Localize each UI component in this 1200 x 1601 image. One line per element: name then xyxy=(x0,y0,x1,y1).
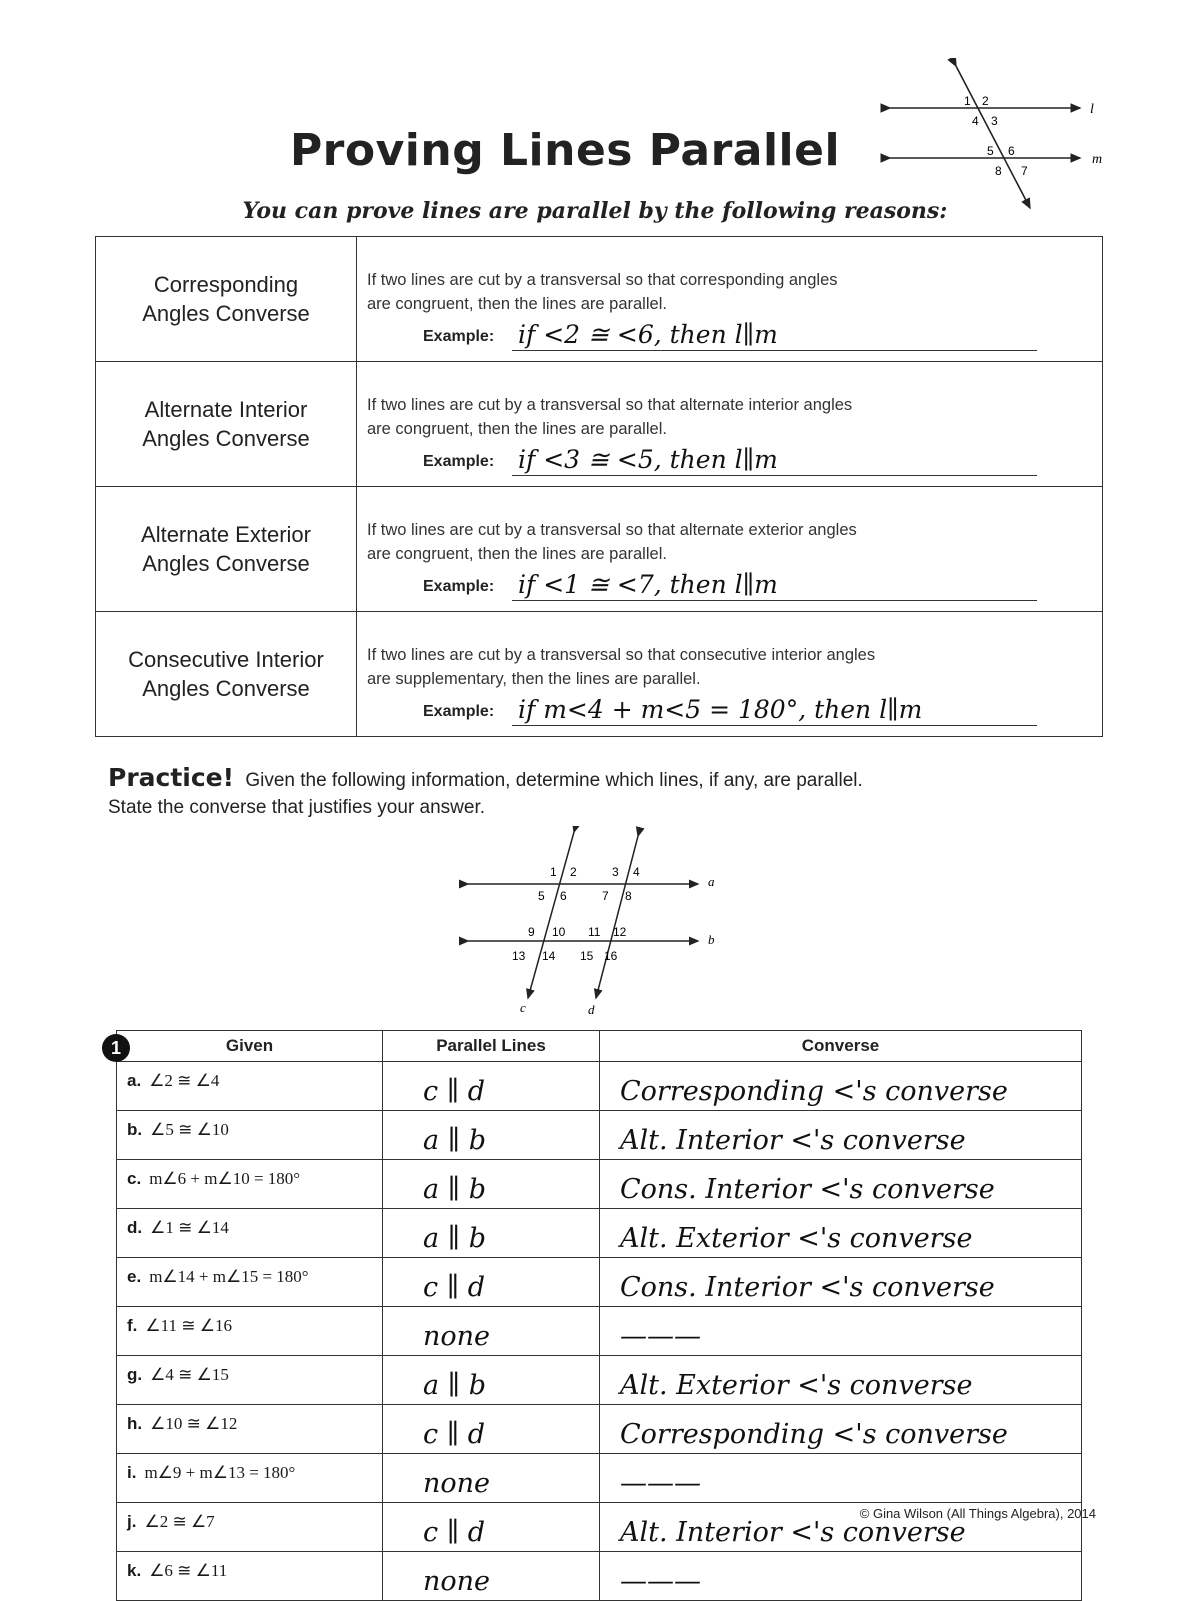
row-letter: i. xyxy=(127,1463,137,1482)
angle-label: 8 xyxy=(995,164,1002,178)
table-row xyxy=(117,1405,1082,1454)
converse-answer: Alt. Exterior <'s converse xyxy=(600,1209,1082,1258)
angle-label: 11 xyxy=(588,925,601,939)
given-cell xyxy=(117,1503,383,1552)
given-statement: ∠4 ≅ ∠15 xyxy=(150,1365,229,1384)
line-label-b: b xyxy=(708,932,715,947)
converse-answer: Cons. Interior <'s converse xyxy=(600,1160,1082,1209)
angle-label: 5 xyxy=(538,889,545,903)
row-letter: b. xyxy=(127,1120,143,1139)
given-statement: m∠6 + m∠10 = 180° xyxy=(149,1169,301,1188)
converse-name: Corresponding Angles Converse xyxy=(96,237,357,362)
angle-label: 5 xyxy=(987,144,994,158)
parallel-lines-answer: a ∥ b xyxy=(383,1160,600,1209)
parallel-lines-answer: none xyxy=(383,1454,600,1503)
parallel-lines-answer: a ∥ b xyxy=(383,1356,600,1405)
converse-name: Alternate Interior Angles Converse xyxy=(96,362,357,487)
row-letter: c. xyxy=(127,1169,142,1188)
given-cell xyxy=(117,1258,383,1307)
given-statement: ∠6 ≅ ∠11 xyxy=(149,1561,228,1580)
given-header: Given xyxy=(117,1031,383,1062)
angle-label: 13 xyxy=(512,949,526,963)
given-cell xyxy=(117,1552,383,1601)
problem-number-badge: 1 xyxy=(102,1034,130,1062)
converse-description: If two lines are cut by a transversal so that alternate interior angles are congruent, then the lines are parallel. Example: if <3 ≅ <5, then l∥m xyxy=(357,362,1103,487)
table-row xyxy=(117,1062,1082,1111)
line-label-c: c xyxy=(520,1000,526,1015)
given-statement: ∠5 ≅ ∠10 xyxy=(150,1120,229,1139)
practice-heading: Practice! xyxy=(108,763,235,792)
parallel-lines-answer: c ∥ d xyxy=(383,1405,600,1454)
converse-description: If two lines are cut by a transversal so that corresponding angles are congruent, then the lines are parallel. Example: if <2 ≅ <6, then l∥m xyxy=(357,237,1103,362)
table-row xyxy=(117,1258,1082,1307)
example-answer: if <1 ≅ <7, then l∥m xyxy=(512,570,1037,601)
row-letter: a. xyxy=(127,1071,142,1090)
parallel-lines-header: Parallel Lines xyxy=(383,1031,600,1062)
angle-label: 8 xyxy=(625,889,632,903)
line-label-d: d xyxy=(588,1002,595,1017)
row-letter: f. xyxy=(127,1316,138,1335)
table-row xyxy=(117,1209,1082,1258)
table-row xyxy=(117,1552,1082,1601)
example-label: Example: xyxy=(423,328,495,345)
angle-label: 4 xyxy=(633,865,640,879)
angle-label: 16 xyxy=(604,949,618,963)
given-cell xyxy=(117,1307,383,1356)
converse-name: Alternate Exterior Angles Converse xyxy=(96,487,357,612)
table-row xyxy=(117,1160,1082,1209)
given-statement: ∠1 ≅ ∠14 xyxy=(150,1218,229,1237)
parallel-lines-answer: a ∥ b xyxy=(383,1111,600,1160)
given-cell xyxy=(117,1454,383,1503)
angle-label: 3 xyxy=(612,865,619,879)
converse-row xyxy=(96,487,1103,612)
given-cell xyxy=(117,1062,383,1111)
converse-answer: ——— xyxy=(600,1552,1082,1601)
row-letter: e. xyxy=(127,1267,142,1286)
example-answer: if m<4 + m<5 = 180°, then l∥m xyxy=(512,695,1037,726)
given-statement: ∠10 ≅ ∠12 xyxy=(150,1414,238,1433)
parallel-lines-answer: c ∥ d xyxy=(383,1503,600,1552)
angle-label: 9 xyxy=(528,925,535,939)
converse-answer: Cons. Interior <'s converse xyxy=(600,1258,1082,1307)
converse-header: Converse xyxy=(600,1031,1082,1062)
given-statement: ∠2 ≅ ∠4 xyxy=(149,1071,220,1090)
angle-label: 2 xyxy=(982,94,989,108)
angle-label: 4 xyxy=(972,114,979,128)
angle-label: 14 xyxy=(542,949,556,963)
practice-instructions-line1: Given the following information, determine which lines, if any, are parallel. xyxy=(245,770,863,791)
row-letter: g. xyxy=(127,1365,143,1384)
converse-row xyxy=(96,362,1103,487)
converse-description: If two lines are cut by a transversal so that alternate exterior angles are congruent, then the lines are parallel. Example: if <1 ≅ <7, then l∥m xyxy=(357,487,1103,612)
parallel-lines-answer: none xyxy=(383,1552,600,1601)
table-row xyxy=(117,1307,1082,1356)
angle-label: 1 xyxy=(550,865,557,879)
angle-label: 10 xyxy=(552,925,566,939)
transversal xyxy=(956,66,1030,208)
line-label-m: m xyxy=(1092,152,1103,167)
given-cell xyxy=(117,1111,383,1160)
angle-label: 7 xyxy=(1021,164,1028,178)
angle-label: 12 xyxy=(613,925,627,939)
page-title: Proving Lines Parallel xyxy=(289,125,841,176)
converse-answer: Corresponding <'s converse xyxy=(600,1062,1082,1111)
converse-answer: Corresponding <'s converse xyxy=(600,1405,1082,1454)
given-statement: m∠9 + m∠13 = 180° xyxy=(144,1463,296,1482)
converse-answer: Alt. Exterior <'s converse xyxy=(600,1356,1082,1405)
converse-name: Consecutive Interior Angles Converse xyxy=(96,612,357,737)
line-c xyxy=(528,832,574,998)
given-cell xyxy=(117,1405,383,1454)
row-letter: h. xyxy=(127,1414,143,1433)
row-letter: j. xyxy=(127,1512,137,1531)
converse-answer: ——— xyxy=(600,1307,1082,1356)
parallel-lines-answer: c ∥ d xyxy=(383,1258,600,1307)
angle-label: 3 xyxy=(991,114,998,128)
angle-label: 2 xyxy=(570,865,577,879)
parallel-lines-answer: c ∥ d xyxy=(383,1062,600,1111)
example-label: Example: xyxy=(423,453,495,470)
converse-answer: Alt. Interior <'s converse xyxy=(600,1111,1082,1160)
line-label-l: l xyxy=(1090,102,1094,117)
example-answer: if <2 ≅ <6, then l∥m xyxy=(512,320,1037,351)
parallel-lines-answer: a ∥ b xyxy=(383,1209,600,1258)
angle-label: 15 xyxy=(580,949,594,963)
angle-label: 6 xyxy=(1008,144,1015,158)
line-label-a: a xyxy=(708,874,715,889)
angle-label: 7 xyxy=(602,889,609,903)
row-letter: k. xyxy=(127,1561,142,1580)
line-d xyxy=(596,836,638,998)
top-parallel-lines-diagram xyxy=(880,58,1110,218)
given-cell xyxy=(117,1356,383,1405)
converse-answer: ——— xyxy=(600,1454,1082,1503)
practice-instructions xyxy=(108,764,1068,821)
angle-label: 6 xyxy=(560,889,567,903)
example-answer: if <3 ≅ <5, then l∥m xyxy=(512,445,1037,476)
parallel-lines-answer: none xyxy=(383,1307,600,1356)
given-statement: ∠11 ≅ ∠16 xyxy=(145,1316,232,1335)
table-row xyxy=(117,1111,1082,1160)
table-header-row xyxy=(117,1031,1082,1062)
converse-answer: Alt. Interior <'s converse xyxy=(600,1503,1082,1552)
given-statement: m∠14 + m∠15 = 180° xyxy=(149,1267,309,1286)
converses-table xyxy=(95,236,1103,737)
row-letter: d. xyxy=(127,1218,143,1237)
table-row xyxy=(117,1454,1082,1503)
page-subtitle: You can prove lines are parallel by the following reasons: xyxy=(242,198,948,224)
example-label: Example: xyxy=(423,703,495,720)
copyright: © Gina Wilson (All Things Algebra), 2014 xyxy=(859,1506,1096,1521)
table-row xyxy=(117,1356,1082,1405)
converse-row xyxy=(96,612,1103,737)
practice-instructions-line2: State the converse that justifies your answer. xyxy=(108,797,486,818)
example-label: Example: xyxy=(423,578,495,595)
angle-label: 1 xyxy=(964,94,971,108)
practice-lines-diagram xyxy=(458,826,738,1026)
given-cell xyxy=(117,1209,383,1258)
given-statement: ∠2 ≅ ∠7 xyxy=(144,1512,215,1531)
given-cell xyxy=(117,1160,383,1209)
converse-description: If two lines are cut by a transversal so that consecutive interior angles are supplementary, then the lines are parallel. Example: if m<4 + m<5 = 180°, then l∥m xyxy=(357,612,1103,737)
converse-row xyxy=(96,237,1103,362)
